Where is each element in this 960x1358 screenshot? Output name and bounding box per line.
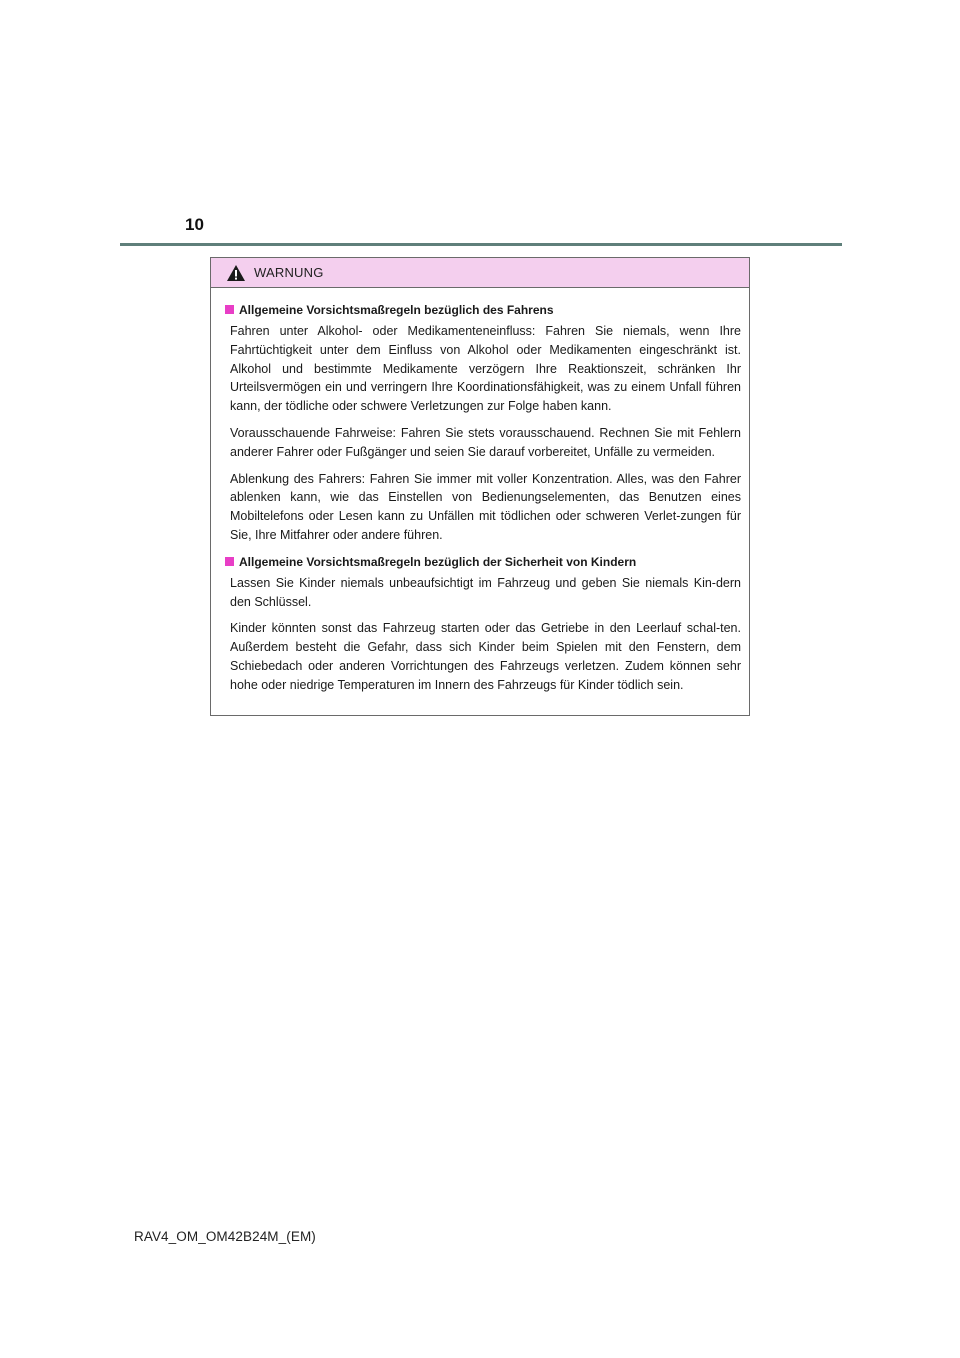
square-bullet-icon: [225, 557, 234, 566]
section-heading: [225, 301, 741, 319]
paragraph: Vorausschauende Fahrweise: Fahren Sie stets vorausschauend. Rechnen Sie mit Fehlern anderer Fahrer oder Fußgänger und seien Sie darauf vorbereitet, Unfälle zu vermeiden.: [230, 425, 741, 459]
paragraph: Fahren unter Alkohol- oder Medikamenteneinfluss: Fahren Sie niemals, wenn Ihre Fahrtüchtigkeit unter dem Einfluss von Alkohol oder Medikamenten eingeschränkt ist. Alkohol und bestimmte Medikamente verzögern Ihre Reaktionszeit, schränken Ihr Urteilsvermögen ein und verringern Ihre Koordinationsfähigkeit, was zu einem Unfall führen kann, der tödliche oder schwere Verletzungen zur Folge haben kann.: [230, 324, 741, 414]
warning-triangle-icon: [226, 264, 246, 282]
section-heading-text: Allgemeine Vorsichtsmaßregeln bezüglich der Sicherheit von Kindern: [239, 554, 637, 569]
section-heading: [225, 553, 741, 571]
square-bullet-icon: [225, 305, 234, 314]
warning-header: [211, 258, 749, 288]
section-driving-precautions: [225, 301, 741, 545]
footer-document-code: RAV4_OM_OM42B24M_(EM): [134, 1229, 316, 1244]
warning-title: WARNUNG: [254, 265, 324, 280]
paragraph: Lassen Sie Kinder niemals unbeaufsichtigt im Fahrzeug und geben Sie niemals Kin-dern den Schlüssel.: [230, 575, 741, 609]
page-number: 10: [185, 215, 204, 234]
paragraph: Kinder könnten sonst das Fahrzeug starten oder das Getriebe in den Leerlauf schal-ten. Außerdem besteht die Gefahr, dass sich Kinder beim Spielen mit den Fenstern, dem Schiebedach oder anderen Vorrichtungen des Fahrzeugs verletzen. Zudem können sehr hohe oder niedrige Temperaturen im Innern des Fahrzeugs für Kinder tödlich sein.: [230, 621, 741, 692]
header-rule: [120, 243, 842, 246]
section-heading-text: Allgemeine Vorsichtsmaßregeln bezüglich des Fahrens: [239, 303, 554, 317]
warning-box: [210, 257, 750, 716]
section-child-safety: [225, 553, 741, 695]
paragraph: Ablenkung des Fahrers: Fahren Sie immer mit voller Konzentration. Alles, was den Fahrer ablenken kann, wie das Einstellen von Bedienungselementen, das Benutzen eines Mobiltelefons oder Lesen kann zu Unfällen mit tödlichen oder schweren Verlet-zungen für Sie, Ihre Mitfahrer oder andere führen.: [230, 471, 741, 542]
warning-body: [211, 288, 749, 715]
